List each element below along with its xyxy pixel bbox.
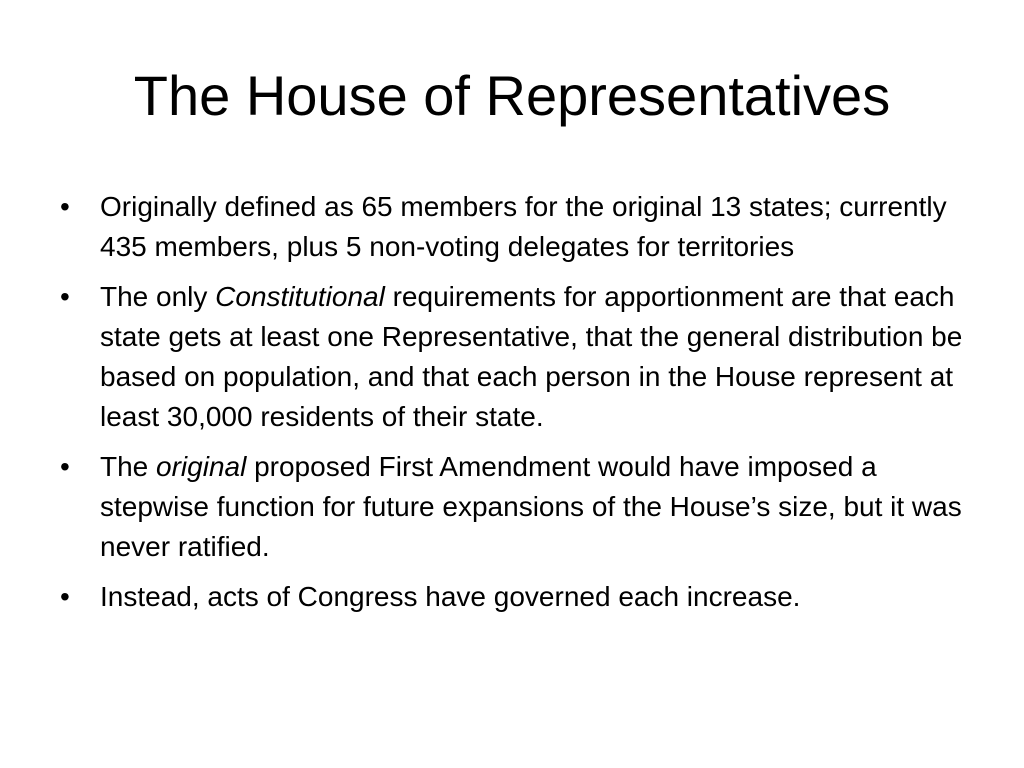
bullet-marker: •	[60, 581, 70, 612]
text-segment: Originally defined as 65 members for the original 13 states; currently 435 members, plus 5 non-voting delegates for territories	[100, 191, 947, 262]
bullet-marker: •	[60, 191, 70, 222]
bullet-item	[60, 187, 980, 267]
bullet-item	[60, 447, 980, 567]
bullet-list	[60, 187, 980, 627]
text-segment: proposed First Amendment would have imposed a stepwise function for future expansions of the House’s size, but it was never ratified.	[100, 451, 962, 562]
bullet-item	[60, 577, 980, 617]
italic-term-constitutional: Constitutional	[215, 281, 385, 312]
bullet-text	[100, 281, 962, 432]
bullet-marker: •	[60, 281, 70, 312]
text-segment: The only	[100, 281, 216, 312]
bullet-text	[100, 451, 962, 562]
text-segment: The	[100, 451, 157, 482]
bullet-item	[60, 277, 980, 437]
text-segment: requirements for apportionment are that each state gets at least one Representative, that the general distribution be based on population, and that each person in the House represent at least 30,000 residents of their state.	[100, 281, 963, 432]
italic-term-original: original	[156, 451, 247, 482]
bullet-marker: •	[60, 451, 70, 482]
bullet-text	[100, 191, 947, 262]
slide-title: The House of Representatives	[133, 64, 891, 127]
text-segment: Instead, acts of Congress have governed each increase.	[100, 581, 801, 612]
bullet-text	[100, 581, 800, 612]
